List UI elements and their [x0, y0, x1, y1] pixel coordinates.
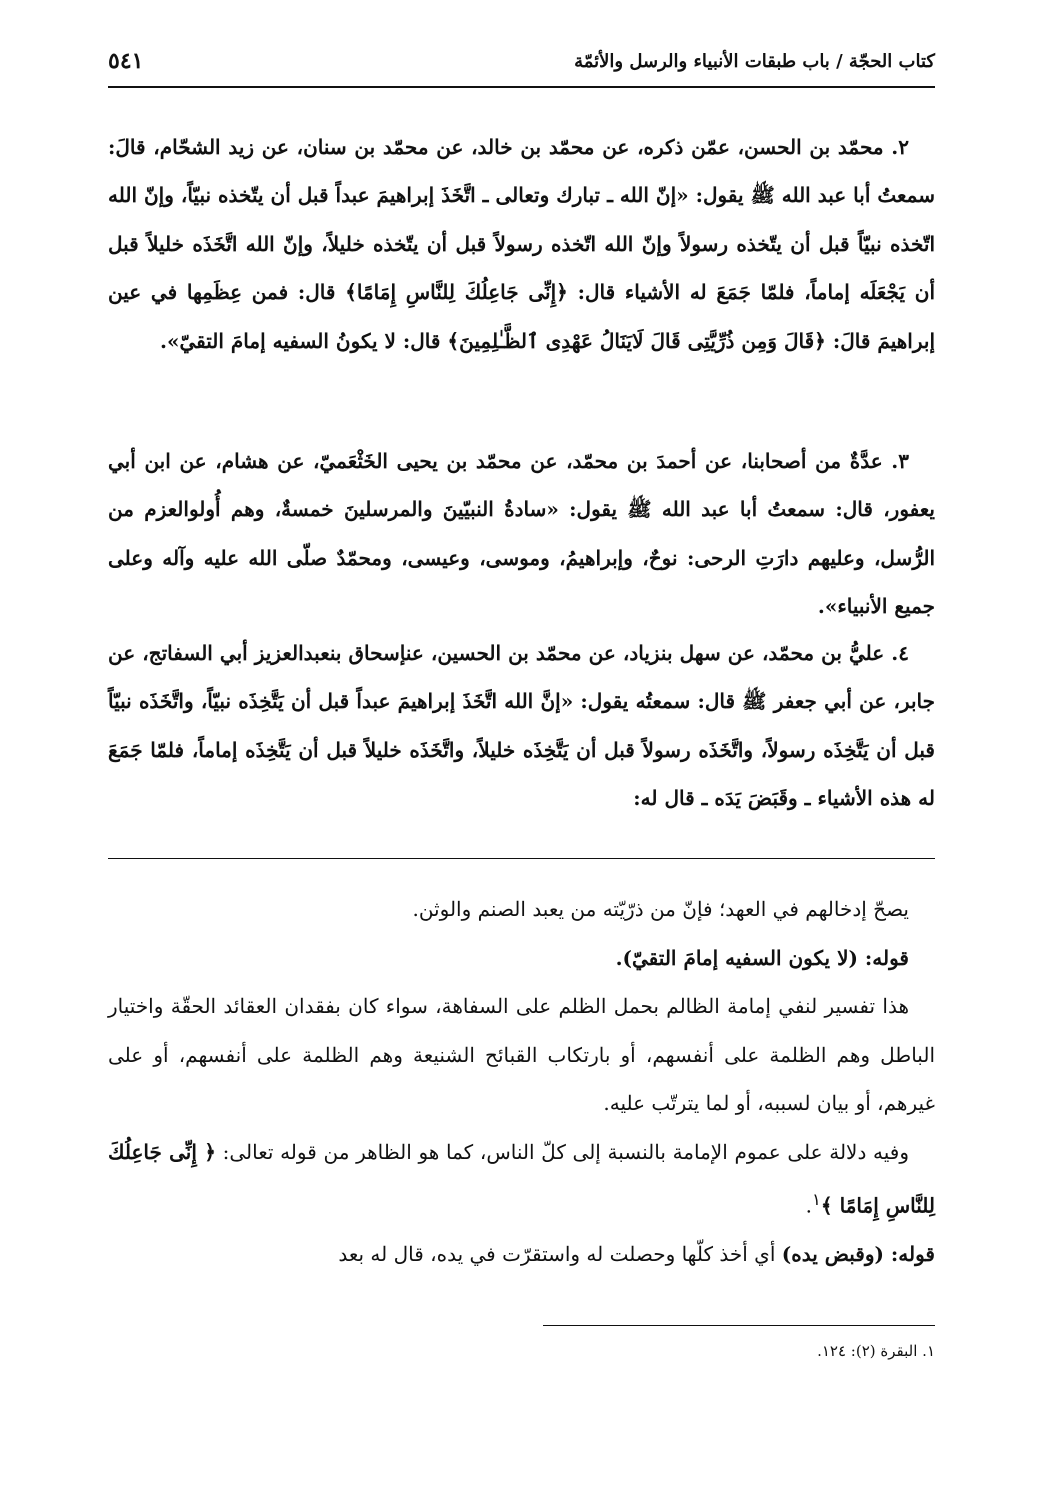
- running-header: [108, 40, 935, 82]
- hadith-3-text: ٣. عدَّةٌ من أصحابنا، عن أحمدَ بن محمّد، عن محمّد بن يحيى الخَثْعَميّ، عن هشام، عن ابن أبي يعفور، قال: سمعتُ أبا عبد الله ﷺ يقول: «سادةُ النبيّينَ والمرسلينَ خمسةٌ، وهم أُولوالعزم من الرُّسل، وعليهم دارَتِ الرحى: نوحٌ، وإبراهيمُ، وموسى، وعيسى، ومحمّدٌ صلّى الله عليه وآله وعلى جميع الأنبياء».: [108, 449, 936, 619]
- footnote-1: ١. البقرة (٢): ١٢٤.: [817, 1342, 935, 1360]
- commentary-para-2-end: .: [805, 1193, 812, 1218]
- hadith-4-text: ٤. عليُّ بن محمّد، عن سهل بنزياد، عن محمّد بن الحسين، عنإسحاق بنعبدالعزيز أبي السفاتج، عن جابر، عن أبي جعفر ﷺ قال: سمعتُه يقول: «إنَّ الله اتَّخَذَ إبراهيمَ عبداً قبل أن يَتَّخِذَه نبيّاً، واتَّخَذَه نبيّاً قبل أن يَتَّخِذَه رسولاً، واتَّخَذَه رسولاً قبل أن يَتَّخِذَه خليلاً، واتَّخَذَه خليلاً قبل أن يَتَّخِذَه إماماً، فلمّا جَمَعَ له هذه الأشياء ـ وقَبَضَ يَدَه ـ قال له:: [108, 641, 935, 811]
- commentary-separator: [108, 858, 935, 859]
- hadith-2: [108, 123, 935, 365]
- page-number: ٥٤١: [108, 48, 144, 74]
- header-title: كتاب الحجّة / باب طبقات الأنبياء والرسل والأئمّة: [574, 50, 935, 72]
- footnote-ref[interactable]: ١: [811, 1190, 821, 1209]
- hadith-2-text: ٢. محمّد بن الحسن، عمّن ذكره، عن محمّد بن خالد، عن محمّد بن سنان، عن زيد الشحّام، قالَ: سمعتُ أبا عبد الله ﷺ يقول: «إنّ الله ـ تبارك وتعالى ـ اتَّخَذَ إبراهيمَ عبداً قبل أن يتّخذه نبيّاً، وإنّ الله اتّخذه نبيّاً قبل أن يتّخذه رسولاً وإنّ الله اتّخذه رسولاً قبل أن يتّخذه خليلاً، وإنّ الله اتَّخَذَه خليلاً قبل أن يَجْعَلَه إماماً، فلمّا جَمَعَ له الأشياء قال: ﴿إِنِّى جَاعِلُكَ لِلنَّاسِ إِمَامًا﴾ قال: فمن عِظَمِها في عين إبراهيمَ قالَ: ﴿قَالَ وَمِن ذُرِّيَّتِى قَالَ لَايَنَالُ عَهْدِى ٱلظَّـٰلِمِينَ﴾ قال: لا يكونُ السفيه إمامَ التقيّ».: [108, 135, 935, 353]
- commentary-label-2: قوله: (وقبض يده): [781, 1242, 935, 1267]
- commentary-para-1: هذا تفسير لنفي إمامة الظالم بحمل الظلم على السفاهة، سواء كان بفقدان العقائد الحقّة واختيار الباطل وهم الظلمة على أنفسهم، أو بارتكاب القبائح الشنيعة وهم الظلمة على أنفسهم، أو على غيرهم، أو بيان لسببه، أو لما يترتّب عليه.: [108, 994, 935, 1115]
- commentary-para-3-text: أي أخذ كلّها وحصلت له واستقرّت في يده، قال له بعد: [338, 1242, 782, 1267]
- hadith-3: [108, 437, 935, 631]
- commentary-label-1: قوله: (لا يكون السفيه إمامَ التقيّ).: [615, 945, 909, 970]
- commentary-para-2: [108, 1128, 935, 1231]
- commentary-para-3: [108, 1230, 935, 1279]
- footnote-rule: [543, 1325, 935, 1326]
- commentary: [108, 885, 935, 1279]
- quran-quote: ﴿ إِنِّى جَاعِلُكَ لِلنَّاسِ إِمَامًا ﴾: [108, 1139, 935, 1218]
- hadith-4: [108, 629, 935, 823]
- commentary-para-2-text: وفيه دلالة على عموم الإمامة بالنسبة إلى كلّ الناس، كما هو الظاهر من قوله تعالى:: [215, 1139, 909, 1164]
- footnotes: [108, 1338, 935, 1364]
- commentary-line-1: يصحّ إدخالهم في العهد؛ فإنّ من ذرّيّته من يعبد الصنم والوثن.: [412, 897, 909, 921]
- header-rule: [108, 86, 935, 88]
